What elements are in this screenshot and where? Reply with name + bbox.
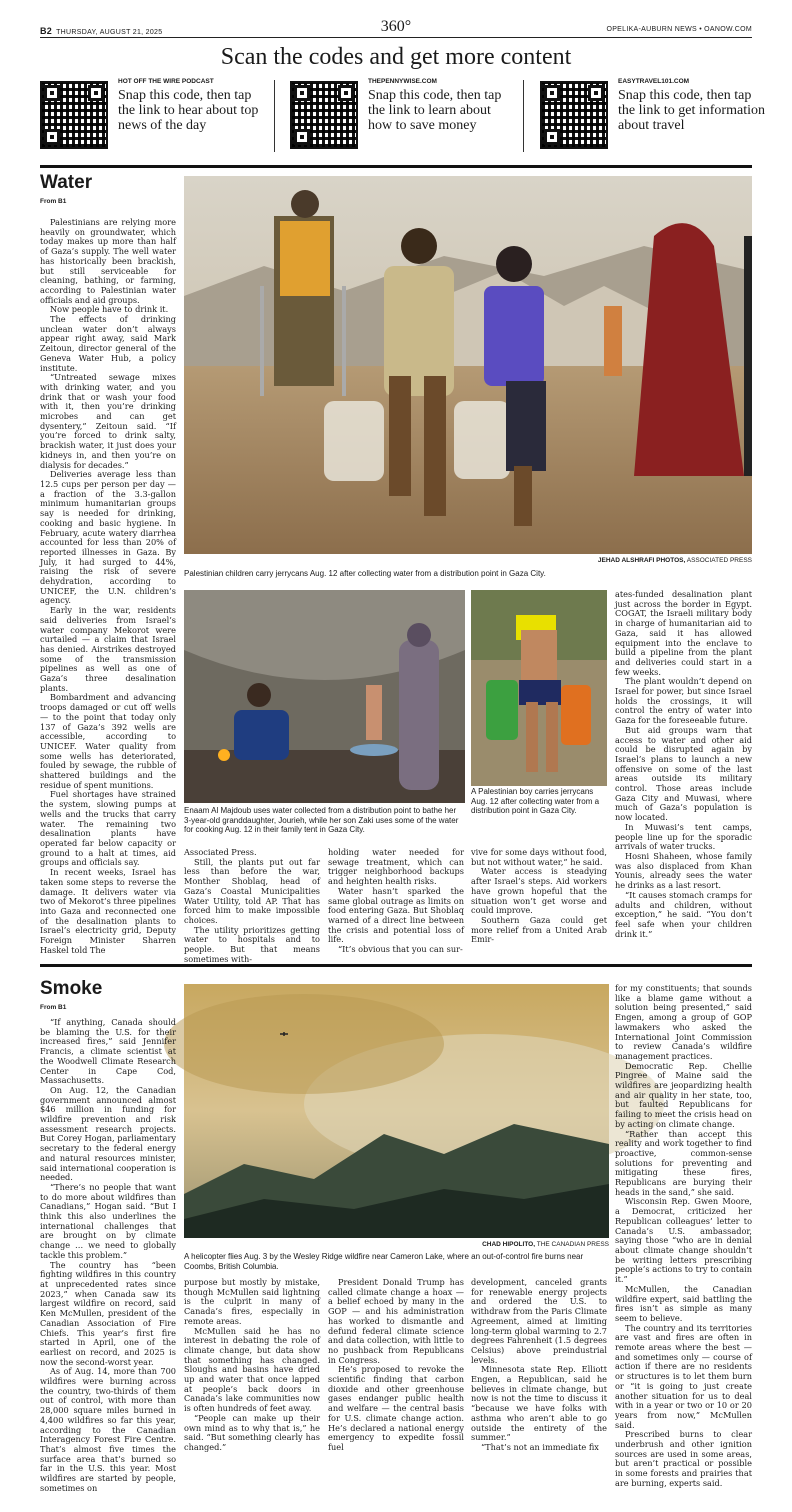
wildfire-smoke-photo <box>184 984 609 1238</box>
paragraph: “It causes stomach cramps for adults and children, without exception,” he said. “You don’t feel safe when your children drink it.” <box>615 889 752 939</box>
paragraph: “If anything, Canada should be blaming the U.S. for their increased fires,” said Jennifer Francis, a climate scientist at the Woodwell Climate Research Center in Cape Cod, Massachusetts. <box>40 1017 176 1086</box>
water-jump-line: From B1 <box>40 198 67 205</box>
paragraph: Now people have to drink it. <box>50 304 169 315</box>
paragraph: The country and its territories are vast and fires are often in remote areas where the best — and sometimes only — course of action if there are no residents or structures is to let them burn or “it is going to just create another situation for us to deal with in a year or two or 10 or 20 years from now,” McMullen said. <box>615 1322 752 1430</box>
paragraph: ates-funded desalination plant just across the border in Egypt. COGAT, the Israeli military body in charge of humanitarian aid to Gaza, said it has allowed equipment into the enclave to build a pipeline from the plant and deliveries could start in a few weeks. <box>615 589 752 677</box>
promo-source: THEPENNYWISE.COM <box>368 78 437 85</box>
qr-code-icon[interactable] <box>40 81 108 149</box>
water-column-3 <box>328 848 464 962</box>
paragraph: In recent weeks, Israel has taken some steps to reverse the damage. It delivers water via two of Mekorot’s three pipelines into Gaza and reconnected one of the desalination plants to Israel’s electricity grid, Deputy Foreign Minister Sharren Haskel told The <box>40 867 176 955</box>
water-section-rule <box>40 165 752 168</box>
smoke-column-1 <box>40 1017 176 1493</box>
page-number: B2 <box>40 26 53 36</box>
children-jerrycans-photo <box>184 176 752 554</box>
section-name: 360° <box>380 18 412 35</box>
paragraph: Still, the plants put out far less than before the war, Monther Shoblaq, head of Gaza’s Coastal Municipalities Water Utility, told AP. That has forced him to make impossible choices. <box>184 856 320 925</box>
promo-divider <box>523 80 524 152</box>
paragraph: Deliveries average less than 12.5 cups per person per day — a fraction of the 3.3-gallon minimum humanitarian groups say is needed for drinking, cooking and basic hygiene. In February, acute watery diarrhea accounted for less than 20% of reported illnesses in Gaza. By July, it had surged to 44%, raising the risk of severe dehydration, according to UNICEF, the U.N. children’s agency. <box>40 469 176 606</box>
promo-text: Snap this code, then tap the link to get information about travel <box>618 88 765 133</box>
paragraph: President Donald Trump has called climate change a hoax — a belief echoed by many in the GOP — and his administration has worked to dismantle and defund federal climate science and data collection, with little to no pushback from Republicans in Congress. <box>328 1277 464 1365</box>
smoke-section-rule <box>40 964 752 967</box>
promo-podcast[interactable] <box>40 78 270 154</box>
paragraph: Associated Press. <box>184 847 257 857</box>
promo-title: Scan the codes and get more content <box>220 44 572 70</box>
water-main-photo <box>184 176 752 554</box>
paragraph: McMullen, the Canadian wildfire expert, said battling the fires isn’t as simple as many seem to believe. <box>615 1283 752 1323</box>
water-column-5 <box>615 590 752 962</box>
promo-divider <box>274 80 275 152</box>
paragraph: As of Aug. 14, more than 700 wildfires were burning across the country, two-thirds of them out of control, with more than 28,000 square miles burned in 4,400 wildfires so far this year, according to the Canadian Interagency Forest Fire Centre. That’s almost five times the surface area that’s burned so far in the U.S. this year. Most wildfires are started by people, sometimes on <box>40 1366 176 1493</box>
paragraph: Water hasn’t sparked the same global outrage as limits on food entering Gaza. But Shoblaq warned of a direct line between the crisis and potential loss of life. <box>328 885 464 945</box>
water-caption-boy: A Palestinian boy carries jerrycans Aug. 12 after collecting water from a distribution point in Gaza City. <box>471 787 600 815</box>
water-photo-bathing <box>184 590 465 803</box>
smoke-photo-credit <box>184 1241 609 1248</box>
smoke-column-3 <box>328 1278 464 1478</box>
paragraph: vive for some days without food, but not without water,” he said. <box>471 847 607 867</box>
paragraph: “It’s obvious that you can sur- <box>338 944 463 955</box>
paragraph: Water access is steadying after Israel’s steps. Aid workers have grown hopeful that the situation won’t get worse and could improve. <box>471 866 607 916</box>
paragraph: “Untreated sewage mixes with drinking water, and you drink that or wash your food with it, then you’re drinking microbes and can get dysentery,” Zeitoun said. “If you’re forced to drink salty, brackish water, it just does your kidneys in, and then you’re on dialysis for decades.” <box>40 372 176 470</box>
smoke-column-2 <box>184 1278 320 1478</box>
paragraph: “There’s no people that want to do more about wildfires than Canadians,” Hogan said. “But I think this also underlines the international challenges that are brought on by climate change … we need to globally tackle this problem.” <box>40 1181 176 1260</box>
water-heading: Water <box>40 172 93 193</box>
smoke-jump-line: From B1 <box>40 1004 67 1011</box>
water-photo-boy <box>471 590 607 786</box>
promo-travel[interactable] <box>540 78 770 154</box>
paragraph: The utility prioritizes getting water to hospitals and to people. But that means sometimes with- <box>184 924 320 964</box>
paragraph: purpose but mostly by mistake, though McMullen said lightning is the culprit in many of Canada’s fires, especially in remote areas. <box>184 1277 320 1326</box>
promo-source: EASYTRAVEL101.COM <box>618 78 690 85</box>
boy-jerrycans-photo <box>471 590 607 786</box>
qr-code-icon[interactable] <box>290 81 358 149</box>
paragraph: Southern Gaza could get more relief from a United Arab Emir- <box>471 914 607 945</box>
water-column-4 <box>471 848 607 962</box>
tent-bathing-photo <box>184 590 465 803</box>
paragraph: Democratic Rep. Chellie Pingree of Maine said the wildfires are jeopardizing health and air quality in her state, too, but faulted Republicans for failing to meet the crisis head on by acting on climate change. <box>615 1060 752 1129</box>
paragraph: Early in the war, residents said deliveries from Israel’s water company Mekorot were curtailed — a claim that Israel has denied. Airstrikes destroyed some of the transmission pipelines as well as one of Gaza’s three desalination plants. <box>40 605 176 693</box>
paragraph: The effects of drinking unclean water don’t always appear right away, said Mark Zeitoun, director general of the Geneva Water Hub, a policy institute. <box>40 314 176 373</box>
smoke-photo <box>184 984 609 1238</box>
paragraph: “People can make up their own mind as to why that is,” he said. “But something clearly has changed.” <box>184 1412 320 1452</box>
paragraph: But aid groups warn that access to water and other aid could be disrupted again by Israel’s plans to launch a new offensive on some of the last areas outside its military control. Those areas include Gaza City and Muwasi, where much of Gaza’s population is now located. <box>615 724 752 823</box>
qr-code-icon[interactable] <box>540 81 608 149</box>
agency: ASSOCIATED PRESS <box>686 557 752 564</box>
paragraph: The plant wouldn’t depend on Israel for power, but since Israel holds the crossings, it will control the entry of water into Gaza for the foreseeable future. <box>615 676 752 726</box>
paragraph: In Muwasi’s tent camps, people line up for the sporadic arrivals of water trucks. <box>615 821 752 852</box>
water-photo-credit <box>184 557 752 564</box>
paragraph: “Rather than accept this reality and work together to find proactive, common-sense solutions for preventing and mitigating these fires, Republicans are burying their heads in the sand,” she said. <box>615 1128 752 1197</box>
paragraph: The country has “been fighting wildfires in this country at unprecedented rates since 2023,” when Canada saw its largest wildfire on record, said Ken McMullen, president of the Canadian Association of Fire Chiefs. This year’s first fire started in April, one of the earliest on record, and 2025 is now the second-worst year. <box>40 1259 176 1367</box>
paragraph: holding water needed for sewage treatment, which can trigger neighborhood backups and heighten health risks. <box>328 847 464 887</box>
paragraph: development, canceled grants for renewable energy projects and ordered the U.S. to withdraw from the Paris Climate Agreement, aimed at limiting long-term global warming to 2.7 degrees Fahrenheit (1.5 degrees Celsius) above preindustrial levels. <box>471 1277 607 1365</box>
photographer: JEHAD ALSHRAFI PHOTOS, <box>597 557 686 564</box>
smoke-column-4 <box>471 1278 607 1478</box>
paragraph: Minnesota state Rep. Elliott Engen, a Republican, said he believes in climate change, but now is not the time to discuss it “because we have folks with asthma who aren’t able to go outside the entirety of the summer.” <box>471 1364 607 1443</box>
paragraph: Bombardment and advancing troops damaged or cut off wells — to the point that today only 137 of Gaza’s 392 wells are accessible, according to UNICEF. Water quality from some wells has deteriorated, fouled by sewage, the rubble of shattered buildings and the residue of spent munitions. <box>40 692 176 790</box>
water-caption-bathing: Enaam Al Majdoub uses water collected from a distribution point to bathe her 3-year-old granddaughter, Jourieh, while her son Zaki uses some of the water for cooking Aug. 12 in their family tent in Gaza City. <box>184 806 459 834</box>
paragraph: Palestinians are relying more heavily on groundwater, which today makes up more than half of Gaza’s supply. The well water has historically been brackish, but still serviceable for cleaning, bathing, or farming, according to Palestinian water officials and aid groups. <box>40 217 176 305</box>
paragraph: On Aug. 12, the Canadian government announced almost $46 million in funding for wildfire prevention and risk assessment research projects. But Corey Hogan, parliamentary secretary to the federal energy and natural resources minister, said international cooperation is needed. <box>40 1084 176 1183</box>
issue-date: THURSDAY, AUGUST 21, 2025 <box>56 29 163 36</box>
smoke-column-5 <box>615 983 752 1488</box>
smoke-heading: Smoke <box>40 978 103 999</box>
agency: THE CANADIAN PRESS <box>536 1241 609 1248</box>
promo-source: HOT OFF THE WIRE PODCAST <box>118 78 214 85</box>
paper-name: OPELIKA-AUBURN NEWS • OANOW.COM <box>606 26 752 33</box>
paragraph: Fuel shortages have strained the system, slowing pumps at wells and the trucks that carry water. The remaining two desalination plants have operated far below capacity or ground to a halt at times, aid groups and officials say. <box>40 789 176 868</box>
paragraph: Wisconsin Rep. Gwen Moore, a Democrat, criticized her Republican colleagues’ letter to Canada’s U.S. ambassador, saying those “who are in denial about climate change shouldn’t be writing letters prescribing people’s actions to try to contain it.” <box>615 1196 752 1285</box>
promo-text: Snap this code, then tap the link to learn about how to save money <box>368 88 502 133</box>
header-rule <box>40 37 752 38</box>
paragraph: “That’s not an immediate fix <box>481 1441 599 1452</box>
paragraph: Prescribed burns to clear underbrush and other ignition sources are used in some areas, but aren’t practical or possible in some forests and prairies that are burning, experts said. <box>615 1429 752 1488</box>
water-column-1 <box>40 218 176 978</box>
paragraph: for my constituents; that sounds like a blame game without a solution being presented,” said Engen, among a group of GOP lawmakers who asked the International Joint Commission to review Canada’s wildfire management practices. <box>615 983 752 1061</box>
water-column-2 <box>184 848 320 962</box>
paragraph: McMullen said he has no interest in debating the role of climate change, but data show that something has changed. Sloughs and basins have dried up and water that once lapped at people’s back doors in Canada’s lake communities now is often hundreds of feet away. <box>184 1325 320 1414</box>
water-main-caption: Palestinian children carry jerrycans Aug. 12 after collecting water from a distribution point in Gaza City. <box>184 569 546 578</box>
paragraph: He’s proposed to revoke the scientific finding that carbon dioxide and other greenhouse gases endanger public health and welfare — the central basis for U.S. climate change action. He’s declared a national energy emergency to expedite fossil fuel <box>328 1364 464 1452</box>
smoke-caption: A helicopter flies Aug. 3 by the Wesley Ridge wildfire near Cameron Lake, where an out-of-control fire burns near Coombs, British Columbia. <box>184 1252 584 1271</box>
promo-pennywise[interactable] <box>290 78 520 154</box>
promo-text: Snap this code, then tap the link to hear about top news of the day <box>118 88 259 133</box>
paragraph: Hosni Shaheen, whose family was also displaced from Khan Younis, already sees the water he drinks as a last resort. <box>615 850 752 891</box>
photographer: CHAD HIPOLITO, <box>482 1241 536 1248</box>
